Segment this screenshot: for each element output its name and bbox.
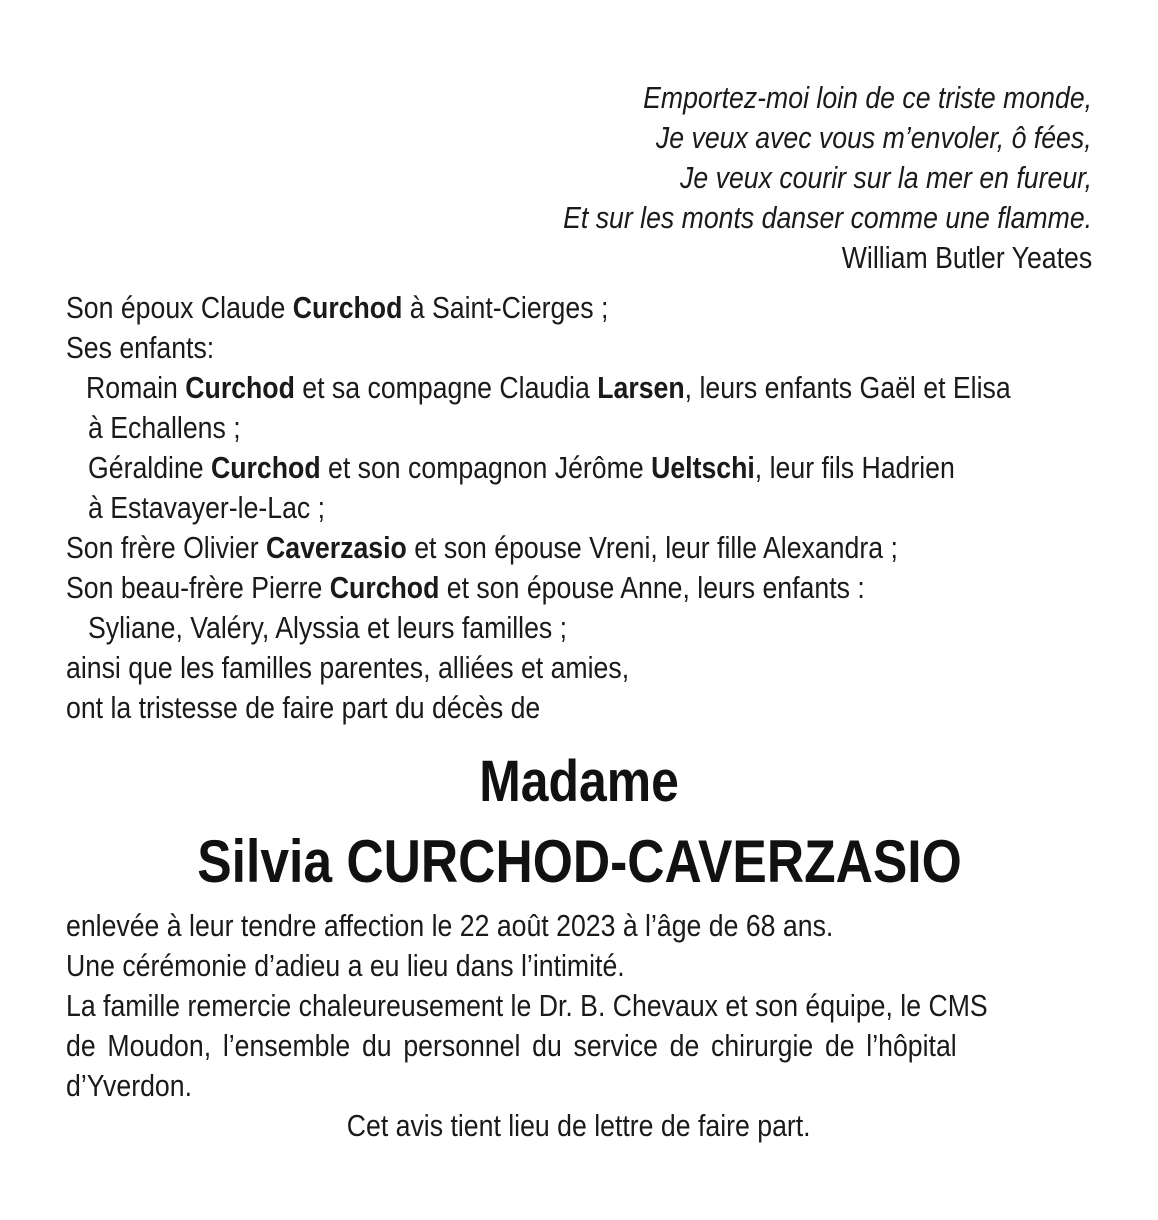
deceased-title: Madame — [479, 749, 679, 814]
thanks-line-1: La famille remercie chaleureusement le Dr. B. Chevaux et son équipe, le CMS — [66, 988, 988, 1023]
thanks-line-2: de Moudon, l’ensemble du personnel du service de chirurgie de l’hôpital — [66, 1028, 957, 1063]
child-1-line: Romain Curchod et sa compagne Claudia Larsen, leurs enfants Gaël et Elisa — [86, 370, 1011, 405]
ceremony-line: Une cérémonie d’adieu a eu lieu dans l’intimité. — [66, 948, 625, 983]
relatives-line: ainsi que les familles parentes, alliées et amies, — [66, 650, 630, 685]
poem-author: William Butler Yeates — [841, 240, 1092, 275]
poem-line: Emportez-moi loin de ce triste monde, — [643, 80, 1092, 115]
brother-line: Son frère Olivier Caverzasio et son épouse Vreni, leur fille Alexandra ; — [66, 530, 898, 565]
brother-in-law-line: Son beau-frère Pierre Curchod et son épouse Anne, leurs enfants : — [66, 570, 865, 605]
deceased-name: Silvia CURCHOD-CAVERZASIO — [196, 828, 962, 895]
announcement-line: ont la tristesse de faire part du décès de — [66, 690, 541, 725]
children-heading: Ses enfants: — [66, 330, 215, 365]
spouse-line: Son époux Claude Curchod à Saint-Cierges ; — [66, 290, 609, 325]
child-1-place: à Echallens ; — [88, 410, 241, 445]
poem-line: Et sur les monts danser comme une flamme. — [563, 200, 1092, 235]
poem-line: Je veux courir sur la mer en fureur, — [680, 160, 1092, 195]
nieces-line: Syliane, Valéry, Alyssia et leurs familles ; — [88, 610, 568, 645]
closing-line: Cet avis tient lieu de lettre de faire part. — [347, 1108, 811, 1143]
thanks-line-3: d’Yverdon. — [66, 1068, 192, 1103]
poem-line: Je veux avec vous m’envoler, ô fées, — [656, 120, 1092, 155]
child-2-line: Géraldine Curchod et son compagnon Jérôme Ueltschi, leur fils Hadrien — [88, 450, 955, 485]
death-line: enlevée à leur tendre affection le 22 août 2023 à l’âge de 68 ans. — [66, 908, 834, 943]
poem-block — [332, 78, 1092, 278]
child-2-place: à Estavayer-le-Lac ; — [88, 490, 326, 525]
